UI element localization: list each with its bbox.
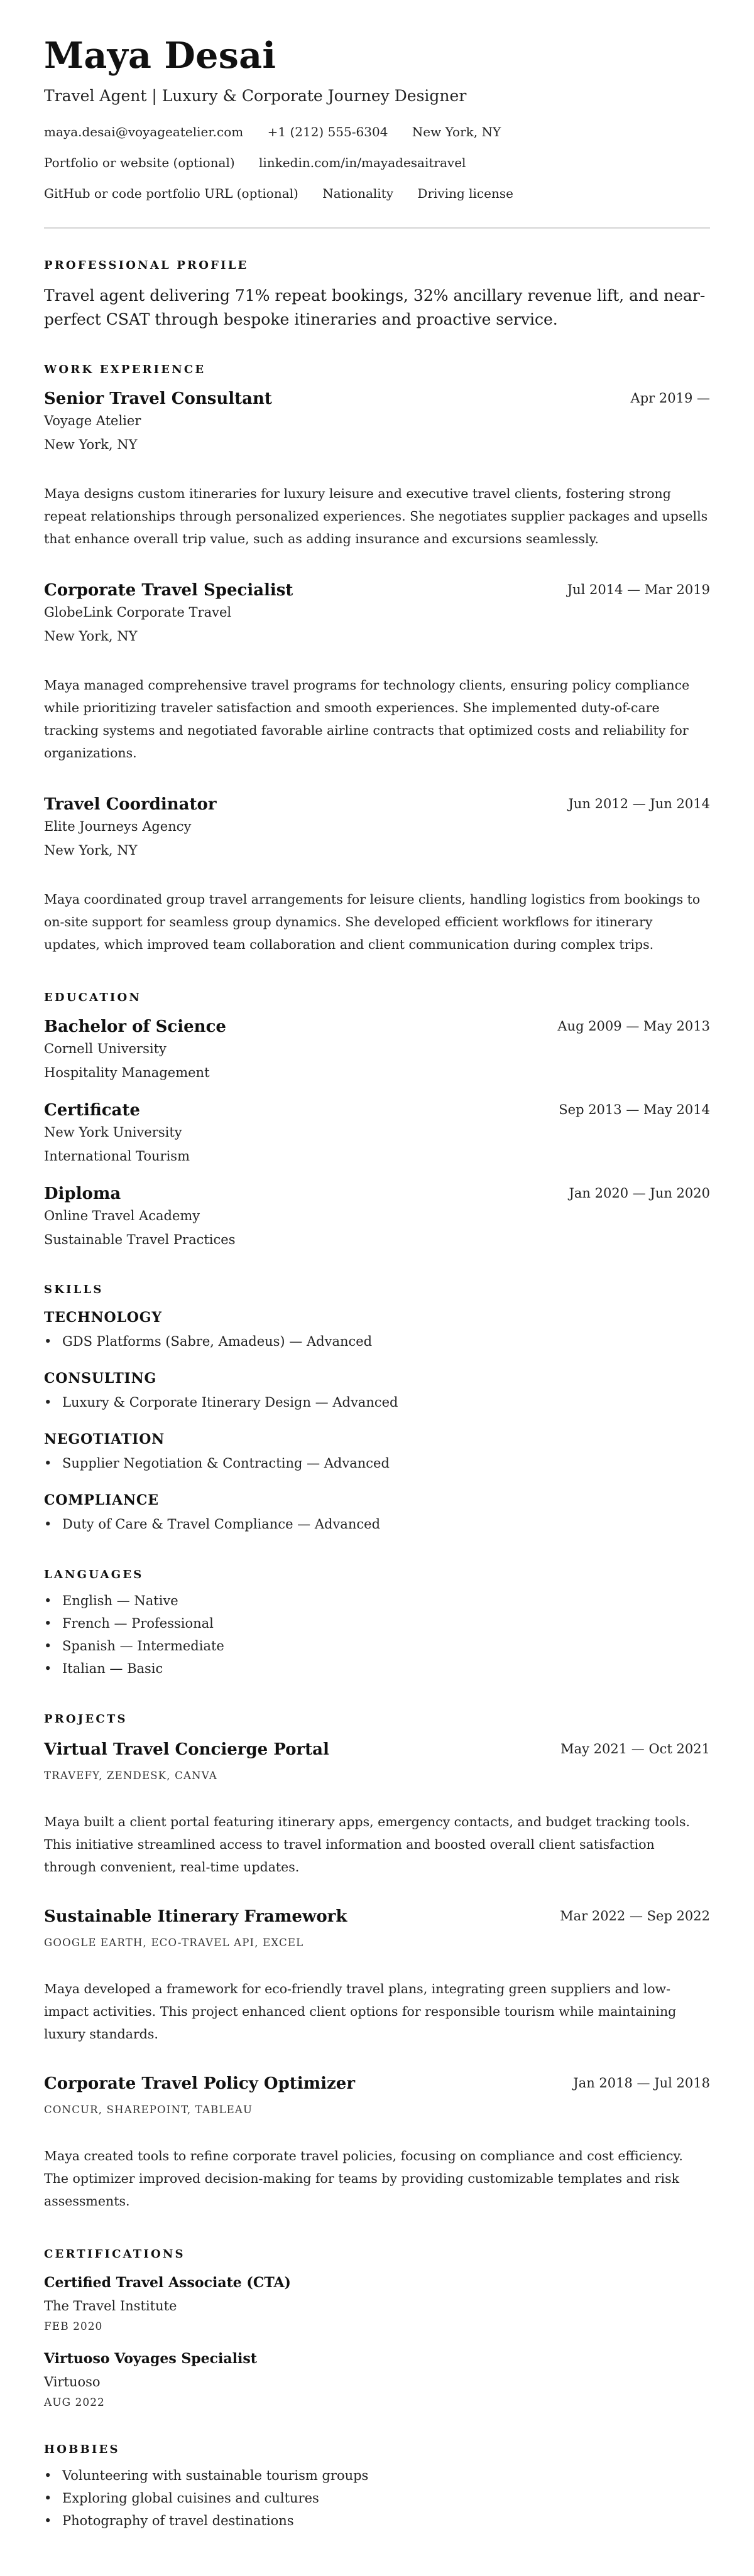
section-title-education: EDUCATION xyxy=(44,991,142,1004)
section-title-profile: PROFESSIONAL PROFILE xyxy=(44,259,249,272)
project-description: Maya built a client portal featuring itinerary apps, emergency contacts, and budget tracking tools. This initiative streamlined access to travel information and boosted overall client satisfaction through convenient, real-time updates. xyxy=(44,1814,691,1875)
certification-date: AUG 2022 xyxy=(44,2396,105,2409)
job-title: Travel Coordinator xyxy=(44,795,217,814)
education-dates: Aug 2009 — May 2013 xyxy=(557,1019,710,1034)
field-of-study: Sustainable Travel Practices xyxy=(44,1232,236,1247)
location: New York, NY xyxy=(412,124,501,139)
school: Cornell University xyxy=(44,1041,167,1056)
job-location: New York, NY xyxy=(44,629,138,644)
degree: Diploma xyxy=(44,1184,121,1203)
field-of-study: International Tourism xyxy=(44,1149,190,1164)
project-name: Corporate Travel Policy Optimizer xyxy=(44,2074,356,2093)
candidate-name: Maya Desai xyxy=(44,35,276,77)
driving-license: Driving license xyxy=(417,186,513,201)
project-tech: GOOGLE EARTH, ECO-TRAVEL API, EXCEL xyxy=(44,1937,304,1949)
skill-item: • Duty of Care & Travel Compliance — Advanced xyxy=(44,1517,380,1532)
profile-summary: Travel agent delivering 71% repeat bookings, 32% ancillary revenue lift, and near-perfect CSAT through bespoke itineraries and proactive service. xyxy=(44,286,706,328)
skill-category: CONSULTING xyxy=(44,1370,157,1387)
section-title-certifications: CERTIFICATIONS xyxy=(44,2248,185,2261)
school: Online Travel Academy xyxy=(44,1208,200,1223)
linkedin-link[interactable]: linkedin.com/in/mayadesaitravel xyxy=(259,155,466,170)
job-dates: Jul 2014 — Mar 2019 xyxy=(567,582,710,597)
project-dates: Mar 2022 — Sep 2022 xyxy=(560,1908,710,1924)
header-divider xyxy=(44,227,710,229)
section-title-experience: WORK EXPERIENCE xyxy=(44,363,206,376)
job-dates: Apr 2019 — xyxy=(630,391,710,406)
skill-category: COMPLIANCE xyxy=(44,1492,159,1508)
project-name: Sustainable Itinerary Framework xyxy=(44,1907,347,1926)
job-title: Senior Travel Consultant xyxy=(44,389,272,408)
section-title-hobbies: HOBBIES xyxy=(44,2443,120,2456)
contact-row-2 xyxy=(44,155,486,170)
email[interactable]: maya.desai@voyageatelier.com xyxy=(44,124,244,139)
language-item: • Italian — Basic xyxy=(44,1661,163,1676)
skill-category: TECHNOLOGY xyxy=(44,1309,162,1326)
certification-name: Certified Travel Associate (CTA) xyxy=(44,2275,291,2291)
project-tech: CONCUR, SHAREPOINT, TABLEAU xyxy=(44,2104,253,2116)
language-item: • Spanish — Intermediate xyxy=(44,1638,224,1653)
hobby-item: • Exploring global cuisines and cultures xyxy=(44,2491,319,2506)
degree: Certificate xyxy=(44,1101,140,1120)
project-description: Maya developed a framework for eco-friendly travel plans, integrating green suppliers and low-impact activities. This project enhanced client options for responsible tourism while maintaining luxury standards. xyxy=(44,1981,677,2042)
language-item: • French — Professional xyxy=(44,1616,214,1631)
skill-item: • Supplier Negotiation & Contracting — Advanced xyxy=(44,1456,390,1471)
job-location: New York, NY xyxy=(44,437,138,452)
job-description: Maya designs custom itineraries for luxury leisure and executive travel clients, fostering strong repeat relationships through personalized experiences. She negotiates supplier packages and upsells that enhance overall trip value, such as adding insurance and excursions seamlessly. xyxy=(44,486,708,546)
job-company: GlobeLink Corporate Travel xyxy=(44,605,232,620)
project-description: Maya created tools to refine corporate travel policies, focusing on compliance and cost efficiency. The optimizer improved decision-making for teams by providing customizable templates and risk assessments. xyxy=(44,2148,683,2209)
job-company: Voyage Atelier xyxy=(44,413,141,428)
school: New York University xyxy=(44,1125,182,1140)
hobby-item: • Volunteering with sustainable tourism groups xyxy=(44,2468,368,2483)
education-dates: Sep 2013 — May 2014 xyxy=(559,1102,710,1117)
job-description: Maya managed comprehensive travel programs for technology clients, ensuring policy compliance while prioritizing traveler satisfaction and smooth experiences. She implemented duty-of-care tracking systems and negotiated favorable airline contracts that optimized costs and reliability for organizations. xyxy=(44,678,690,760)
project-dates: Jan 2018 — Jul 2018 xyxy=(573,2075,710,2091)
job-description: Maya coordinated group travel arrangements for leisure clients, handling logistics from bookings to on-site support for seamless group dynamics. She developed efficient workflows for itinerary updates, which improved team collaboration and client communication during complex trips. xyxy=(44,892,701,952)
section-title-languages: LANGUAGES xyxy=(44,1568,144,1581)
degree: Bachelor of Science xyxy=(44,1017,226,1036)
certification-issuer: Virtuoso xyxy=(44,2374,101,2389)
portfolio-link[interactable]: Portfolio or website (optional) xyxy=(44,155,235,170)
field-of-study: Hospitality Management xyxy=(44,1065,210,1080)
project-name: Virtual Travel Concierge Portal xyxy=(44,1740,329,1759)
nationality: Nationality xyxy=(322,186,394,201)
certification-issuer: The Travel Institute xyxy=(44,2298,177,2314)
github-link[interactable]: GitHub or code portfolio URL (optional) xyxy=(44,186,298,201)
certification-name: Virtuoso Voyages Specialist xyxy=(44,2351,257,2367)
skill-item: • GDS Platforms (Sabre, Amadeus) — Advanced xyxy=(44,1334,372,1349)
education-dates: Jan 2020 — Jun 2020 xyxy=(569,1186,710,1201)
skill-category: NEGOTIATION xyxy=(44,1431,165,1448)
headline: Travel Agent | Luxury & Corporate Journey Designer xyxy=(44,87,467,105)
job-title: Corporate Travel Specialist xyxy=(44,581,293,600)
job-dates: Jun 2012 — Jun 2014 xyxy=(568,796,710,811)
contact-row-1 xyxy=(44,124,521,139)
certification-date: FEB 2020 xyxy=(44,2320,103,2333)
phone: +1 (212) 555-6304 xyxy=(267,124,388,139)
project-dates: May 2021 — Oct 2021 xyxy=(560,1741,710,1756)
job-location: New York, NY xyxy=(44,843,138,858)
job-company: Elite Journeys Agency xyxy=(44,819,192,834)
section-title-skills: SKILLS xyxy=(44,1283,104,1296)
hobby-item: • Photography of travel destinations xyxy=(44,2513,294,2528)
section-title-projects: PROJECTS xyxy=(44,1713,128,1726)
project-tech: TRAVEFY, ZENDESK, CANVA xyxy=(44,1770,217,1782)
contact-row-3 xyxy=(44,186,533,201)
language-item: • English — Native xyxy=(44,1593,178,1608)
skill-item: • Luxury & Corporate Itinerary Design — Advanced xyxy=(44,1395,398,1410)
